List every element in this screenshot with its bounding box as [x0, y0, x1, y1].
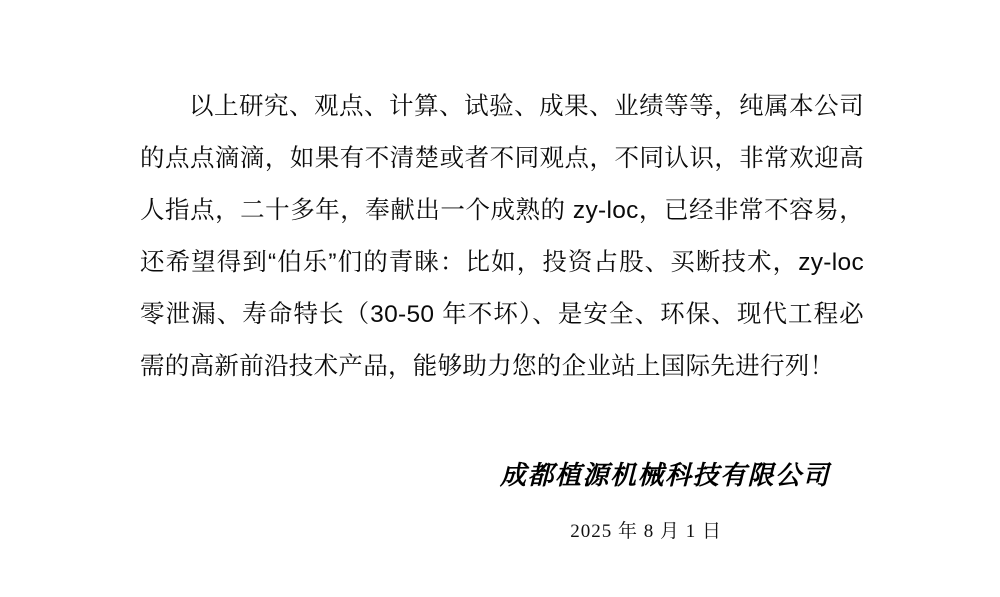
document-date: 2025 年 8 月 1 日 — [570, 521, 722, 542]
body-paragraph: 以上研究、观点、计算、试验、成果、业绩等等，纯属本公司的点点滴滴，如果有不清楚或者不同观点，不同认识，非常欢迎高人指点，二十多年，奉献出一个成熟的 zy-loc，已经非常不容易，还希望得到“伯乐”们的青睐：比如，投资占股、买断技术，zy-loc 零泄漏、寿命特长（30-50 年不坏）、是安全、环保、现代工程必需的高新前沿技术产品，能够助力您的企业站上国际先进行列！ — [140, 92, 864, 380]
company-signature: 成都植源机械科技有限公司 — [499, 461, 830, 490]
